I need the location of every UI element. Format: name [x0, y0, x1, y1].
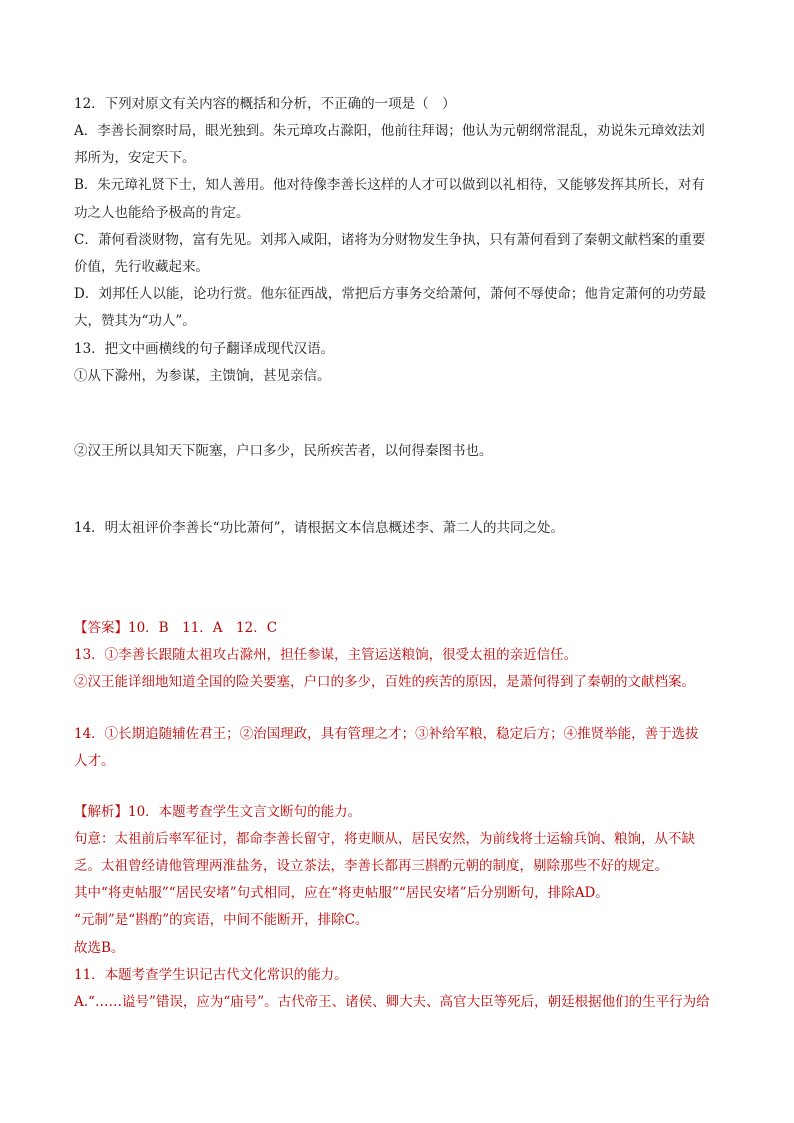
analysis-10-meaning-line2: 乏。太祖曾经请他管理两淮盐务，设立茶法，李善长都再三斟酌元朝的制度，剔除那些不好的规定。	[74, 858, 668, 874]
answer-13-line2: ②汉王能详细地知道全国的险关要塞，户口的多少，百姓的疾苦的原因，是萧何得到了秦朝的文献档案。	[74, 674, 695, 690]
answer-choices: 10．B 11．A 12．C	[128, 620, 278, 636]
answer-14-line2: 人才。	[74, 753, 115, 769]
answer-tag: 【答案】	[74, 620, 128, 636]
answer-line	[74, 618, 734, 638]
question-12-stem: 12．下列对原文有关内容的概括和分析，不正确的一项是（ ）	[74, 96, 456, 112]
q12-option-b-line2: 功之人也能给予极高的肯定。	[74, 205, 250, 221]
q12-option-a-line1: A．李善长洞察时局，眼光独到。朱元璋攻占滁阳，他前往拜谒；他认为元朝纲常混乱，劝说朱元璋效法刘	[74, 123, 705, 139]
analysis-10-line4: “元制”是“斟酌”的宾语，中间不能断开，排除C。	[74, 912, 369, 928]
analysis-10-conclusion: 故选B。	[74, 940, 125, 956]
answer-14-line1: 14．①长期追随辅佐君王；②治国理政，具有管理之才；③补给军粮，稳定后方；④推贤举能，善于选拔	[74, 726, 699, 742]
q12-option-a-line2: 邦所为，安定天下。	[74, 150, 196, 166]
q12-option-b-line1: B．朱元璋礼贤下士，知人善用。他对待像李善长这样的人才可以做到以礼相待，又能够发挥其所长，对有	[74, 177, 705, 193]
question-13-stem: 13．把文中画横线的句子翻译成现代汉语。	[74, 341, 335, 357]
analysis-11-line1: A.“……谥号”错误，应为“庙号”。古代帝王、诸侯、卿大夫、高官大臣等死后，朝廷根据他们的生平行为给	[74, 994, 710, 1010]
q13-sentence-2: ②汉王所以具知天下阨塞，户口多少，民所疾苦者，以何得秦图书也。	[74, 443, 493, 459]
q12-option-d-line2: 大，赞其为“功人”。	[74, 313, 196, 329]
q12-option-c-line1: C．萧何看淡财物，富有先见。刘邦入咸阳，诸将为分财物发生争执，只有萧何看到了秦朝文献档案的重要	[74, 232, 706, 248]
analysis-10-line3: 其中“将吏帖服”“居民安堵”句式相同，应在“将吏帖服”“居民安堵”后分别断句，排除AD。	[74, 885, 609, 901]
analysis-11-intro: 11．本题考查学生识记古代文化常识的能力。	[74, 967, 348, 983]
analysis-line	[74, 802, 734, 822]
answer-13-line1: 13．①李善长跟随太祖攻占滁州，担任参谋，主管运送粮饷，很受太祖的亲近信任。	[74, 647, 578, 663]
q12-option-d-line1: D．刘邦任人以能，论功行赏。他东征西战，常把后方事务交给萧何，萧何不辱使命；他肯定萧何的功劳最	[74, 286, 706, 302]
analysis-10-intro: 10．本题考查学生文言文断句的能力。	[128, 804, 362, 820]
analysis-tag: 【解析】	[74, 804, 128, 820]
analysis-10-meaning-line1: 句意：太祖前后率军征讨，都命李善长留守，将吏顺从，居民安然，为前线将士运输兵饷、粮饷，从不缺	[74, 831, 695, 847]
question-14-stem: 14．明太祖评价李善长“功比萧何”，请根据文本信息概述李、萧二人的共同之处。	[74, 520, 564, 536]
q12-option-c-line2: 价值，先行收藏起来。	[74, 259, 209, 275]
q13-sentence-1: ①从下滁州，为参谋，主馈饷，甚见亲信。	[74, 368, 331, 384]
